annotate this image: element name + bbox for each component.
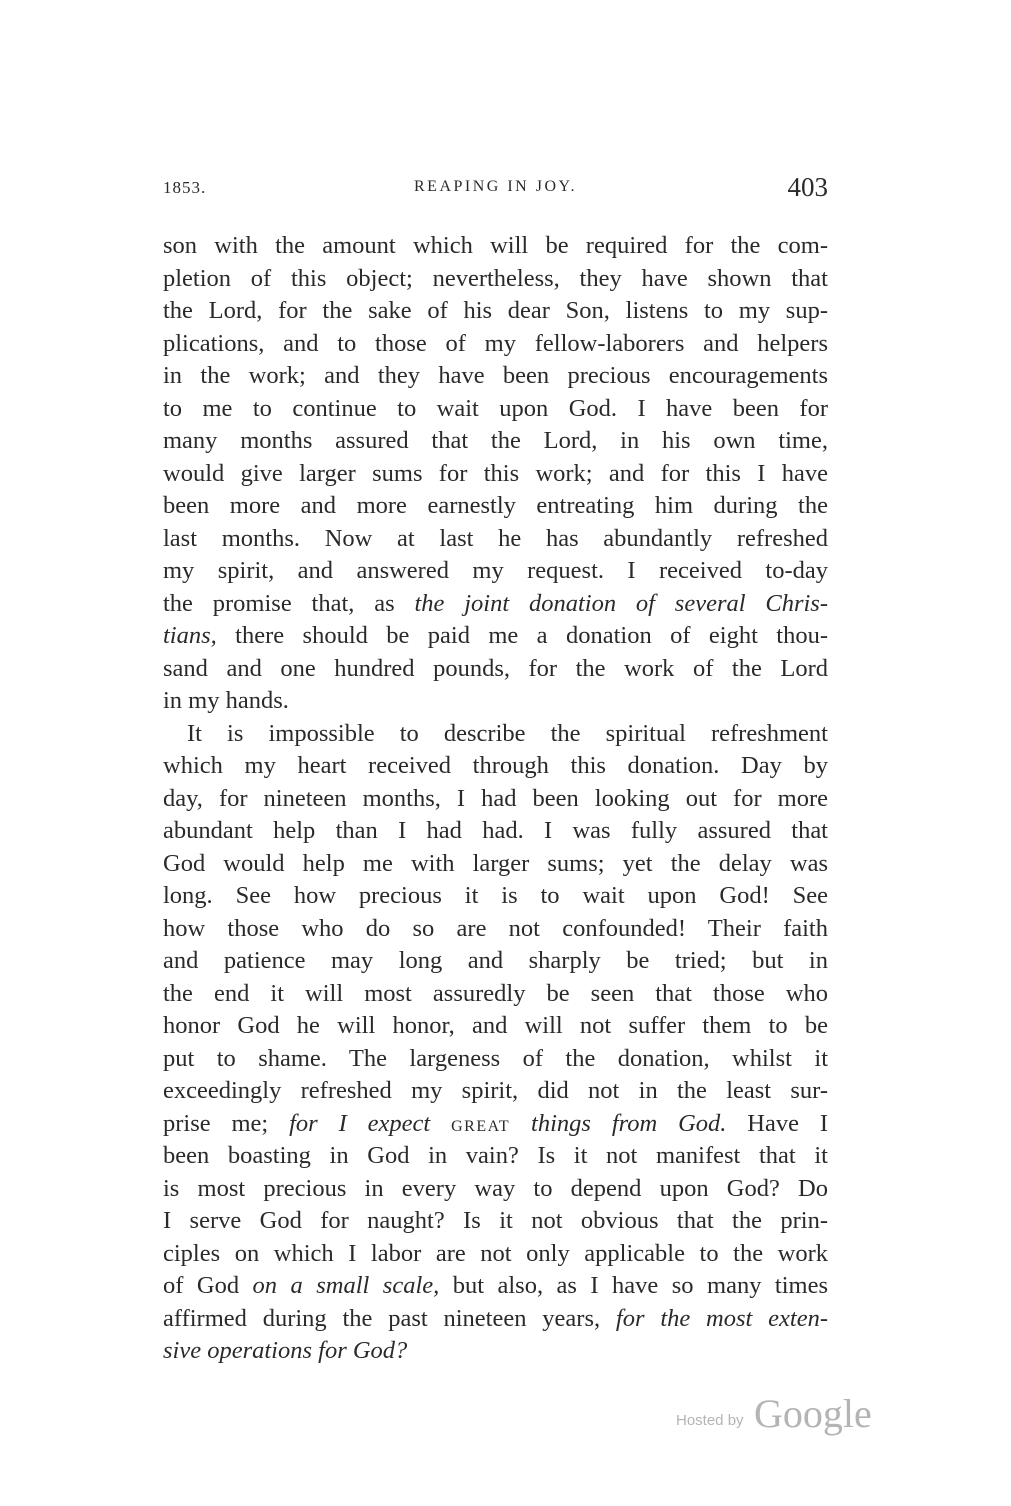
google-watermark (676, 1392, 886, 1436)
text-line: I serve God for naught? Is it not obvious that the prin- (163, 1207, 828, 1234)
watermark-hosted-by: Hosted by (676, 1412, 744, 1429)
text-line: in the work; and they have been precious encouragements (163, 362, 828, 389)
italic-span: tians, (163, 622, 217, 649)
text-line (163, 1303, 828, 1336)
text-line (163, 620, 828, 653)
text-line: put to shame. The largeness of the donation, whilst it (163, 1044, 828, 1072)
small-caps-span: GREAT (451, 1117, 511, 1135)
text-line: the end it will most assuredly be seen that those who (163, 979, 828, 1007)
text-line: honor God he will honor, and will not suffer them to be (163, 1012, 828, 1039)
text-line: day, for nineteen months, I had been looking out for more (163, 784, 828, 812)
text-line: pletion of this object; nevertheless, they have shown that (163, 264, 828, 292)
text-span: of God (163, 1272, 253, 1299)
text-line: God would help me with larger sums; yet the delay was (163, 849, 828, 877)
italic-span: for I expect (289, 1109, 431, 1137)
text-line: last months. Now at last he has abundantly refreshed (163, 524, 828, 552)
italic-span: for the most exten- (615, 1304, 828, 1332)
text-line: exceedingly refreshed my spirit, did not in the least sur- (163, 1077, 828, 1104)
text-line (163, 1335, 828, 1368)
text-span: prise me; (163, 1109, 290, 1137)
text-line: son with the amount which will be required for the com- (163, 232, 828, 259)
text-line (163, 588, 828, 621)
text-span: affirmed during the past nineteen years, (163, 1304, 616, 1332)
text-line: would give larger sums for this work; and for this I have (163, 459, 828, 487)
text-line: sand and one hundred pounds, for the work of the Lord (163, 654, 828, 682)
text-line: been boasting in God in vain? Is it not manifest that it (163, 1142, 828, 1169)
text-span: Have I (726, 1109, 829, 1137)
running-header (163, 172, 828, 206)
text-span: but also, as I have so many times (439, 1272, 829, 1299)
text-line: ciples on which I labor are not only applicable to the work (163, 1239, 828, 1267)
text-span: there should be paid me a donation of eight thou- (216, 622, 828, 649)
text-line: in my hands. (163, 687, 289, 714)
text-line: to me to continue to wait upon God. I have been for (163, 394, 828, 422)
page-number: 403 (787, 172, 828, 202)
text-line: how those who do so are not confounded! Their faith (163, 914, 828, 942)
text-line (163, 1270, 828, 1303)
text-line: which my heart received through this donation. Day by (163, 752, 828, 779)
paragraph-2 (163, 718, 828, 1368)
text-line: many months assured that the Lord, in his own time, (163, 427, 828, 454)
header-title: REAPING IN JOY. (414, 178, 577, 195)
text-line: and patience may long and sharply be tried; but in (163, 947, 828, 974)
text-line: is most precious in every way to depend upon God? Do (163, 1174, 828, 1202)
text-line: been more and more earnestly entreating him during the (163, 492, 828, 519)
paragraph-1 (163, 230, 828, 718)
watermark-brand: Google (754, 1391, 872, 1436)
text-line: long. See how precious it is to wait upon God! See (163, 882, 828, 909)
italic-span: things from God. (531, 1109, 727, 1137)
text-line (163, 1108, 828, 1141)
text-line: It is impossible to describe the spiritual refreshment (187, 719, 828, 747)
text-span: the promise that, as (163, 589, 415, 617)
header-year: 1853. (163, 178, 207, 197)
italic-span: on a small scale, (252, 1272, 440, 1299)
text-line: the Lord, for the sake of his dear Son, listens to my sup- (163, 297, 828, 324)
text-line: abundant help than I had had. I was fully assured that (163, 817, 828, 844)
text-line: plications, and to those of my fellow-laborers and helpers (163, 329, 828, 357)
italic-span: the joint donation of several Chris- (414, 589, 828, 617)
page-body (163, 230, 828, 1368)
text-line: my spirit, and answered my request. I received to-day (163, 557, 828, 584)
italic-span: sive operations for God? (163, 1337, 408, 1364)
